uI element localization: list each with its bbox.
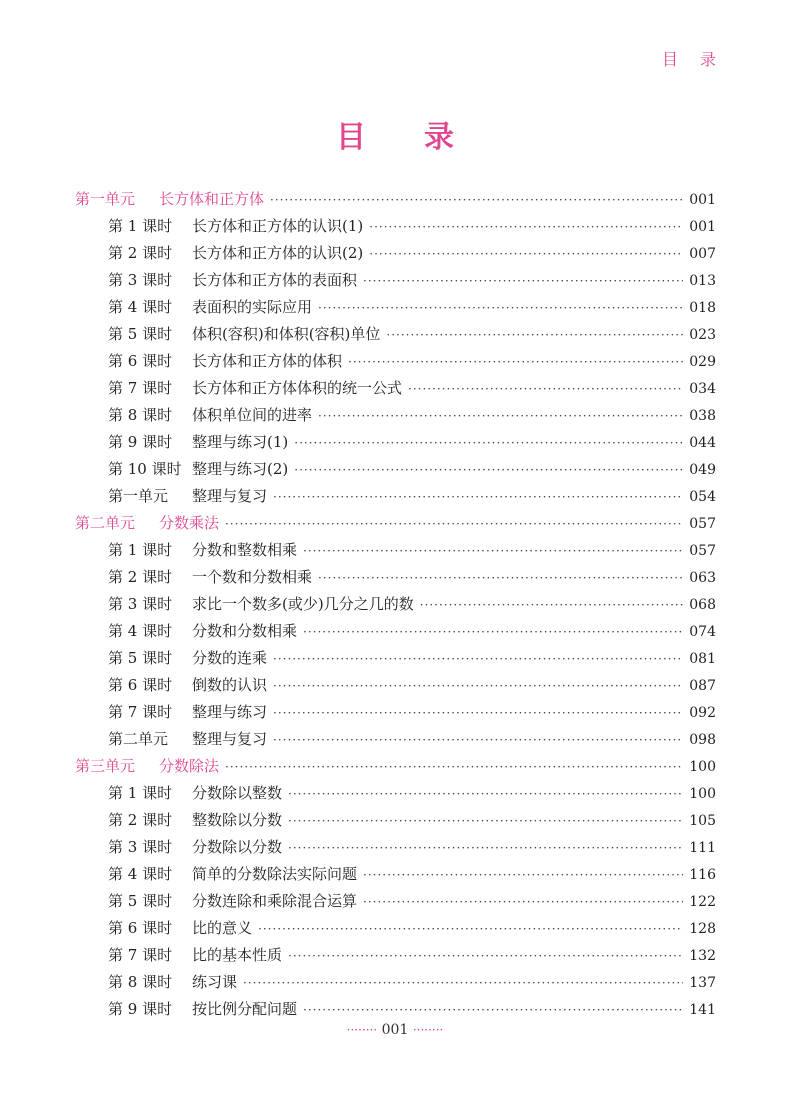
toc-leader-dots: [288, 808, 683, 835]
toc-lesson-row[interactable]: [75, 618, 716, 645]
toc-unit-row[interactable]: [75, 186, 716, 213]
toc-leader-dots: [386, 322, 683, 349]
toc-entry-number: 第 4 课时: [108, 622, 173, 640]
toc-entry-title: 简单的分数除法实际问题: [192, 865, 358, 883]
toc-entry-title: 整理与练习(1): [192, 433, 289, 451]
toc-leader-dots: [273, 700, 683, 727]
toc-entry-label: [108, 618, 297, 645]
toc-entry-title: 比的意义: [192, 919, 253, 937]
toc-entry-title: 分数除以整数: [192, 784, 283, 802]
toc-lesson-row[interactable]: [75, 888, 716, 915]
toc-leader-dots: [225, 511, 683, 538]
toc-page-number: 122: [689, 894, 716, 910]
toc-entry-title: 整理与复习: [192, 730, 268, 748]
toc-lesson-row[interactable]: [75, 807, 716, 834]
toc-page-number: 034: [689, 381, 716, 397]
toc-leader-dots: [369, 214, 683, 241]
toc-lesson-row[interactable]: [75, 348, 716, 375]
toc-entry-title: 倒数的认识: [192, 676, 268, 694]
toc-entry-title: 体积单位间的进率: [192, 406, 313, 424]
toc-entry-label: [75, 186, 264, 213]
toc-leader-dots: [348, 349, 683, 376]
toc-entry-title: 整理与练习: [192, 703, 268, 721]
toc-leader-dots: [363, 268, 683, 295]
toc-entry-title: 长方体和正方体的表面积: [192, 271, 358, 289]
toc-entry-number: 第 2 课时: [108, 244, 173, 262]
toc-entry-title: 分数连除和乘除混合运算: [192, 892, 358, 910]
toc-entry-number: 第 6 课时: [108, 919, 173, 937]
toc-entry-number: 第 5 课时: [108, 892, 173, 910]
toc-entry-number: 第 4 课时: [108, 865, 173, 883]
toc-entry-label: [108, 213, 363, 240]
toc-entry-number: 第 7 课时: [108, 703, 173, 721]
toc-entry-label: [108, 807, 282, 834]
toc-entry-title: 分数和整数相乘: [192, 541, 298, 559]
footer-dots-left: ········: [346, 1023, 378, 1037]
toc-entry-label: [108, 348, 342, 375]
toc-leader-dots: [318, 565, 683, 592]
toc-page-number: 132: [689, 948, 716, 964]
toc-entry-label: [108, 672, 267, 699]
toc-lesson-row[interactable]: [75, 726, 716, 753]
toc-entry-label: [108, 429, 288, 456]
toc-entry-title: 长方体和正方体的认识(2): [192, 244, 364, 262]
toc-entry-label: [75, 753, 219, 780]
toc-page-number: 001: [689, 219, 716, 235]
toc-entry-label: [108, 834, 282, 861]
toc-lesson-row[interactable]: [75, 294, 716, 321]
toc-entry-label: [108, 321, 380, 348]
toc-leader-dots: [303, 538, 683, 565]
toc-page-number: 116: [689, 867, 716, 883]
toc-entry-number: 第 3 课时: [108, 271, 173, 289]
toc-entry-title: 一个数和分数相乘: [192, 568, 313, 586]
toc-page-number: 074: [689, 624, 716, 640]
toc-entry-title: 表面积的实际应用: [192, 298, 313, 316]
toc-leader-dots: [243, 970, 683, 997]
toc-entry-number: 第 5 课时: [108, 325, 173, 343]
toc-entry-label: [108, 537, 297, 564]
toc-entry-number: 第 5 课时: [108, 649, 173, 667]
toc-page-number: 029: [689, 354, 716, 370]
toc-leader-dots: [273, 673, 683, 700]
toc-entry-number: 第 8 课时: [108, 406, 173, 424]
toc-leader-dots: [369, 241, 683, 268]
toc-page-number: 128: [689, 921, 716, 937]
toc-entry-label: [108, 780, 282, 807]
toc-entry-number: 第 1 课时: [108, 541, 173, 559]
toc-lesson-row[interactable]: [75, 645, 716, 672]
toc-entry-number: 第 7 课时: [108, 946, 173, 964]
toc-leader-dots: [270, 187, 683, 214]
page-title: 目录: [336, 120, 512, 155]
toc-entry-title: 整理与练习(2): [192, 460, 289, 478]
toc-entry-number: 第 8 课时: [108, 973, 173, 991]
toc-entry-label: [108, 861, 357, 888]
toc-page-number: 105: [689, 813, 716, 829]
toc-leader-dots: [225, 754, 683, 781]
toc-page-number: 068: [689, 597, 716, 613]
toc-page-number: 063: [689, 570, 716, 586]
toc-entry-label: [108, 645, 267, 672]
toc-leader-dots: [420, 592, 684, 619]
page-number: 001: [381, 1022, 409, 1038]
toc-leader-dots: [288, 781, 683, 808]
toc-entry-number: 第 3 课时: [108, 595, 173, 613]
toc-entry-title: 长方体和正方体: [159, 190, 265, 208]
toc-leader-dots: [303, 619, 683, 646]
toc-leader-dots: [288, 943, 683, 970]
toc-page-number: 007: [689, 246, 716, 262]
toc-entry-title: 分数和分数相乘: [192, 622, 298, 640]
toc-lesson-row[interactable]: [75, 483, 716, 510]
toc-entry-number: 第 6 课时: [108, 676, 173, 694]
toc-entry-label: [108, 267, 357, 294]
toc-entry-title: 比的基本性质: [192, 946, 283, 964]
toc-page-number: 137: [689, 975, 716, 991]
toc-lesson-row[interactable]: [75, 564, 716, 591]
toc-lesson-row[interactable]: [75, 996, 716, 1023]
toc-entry-number: 第 7 课时: [108, 379, 173, 397]
toc-entry-label: [108, 969, 237, 996]
toc-entry-label: [108, 996, 297, 1023]
toc-page-number: 038: [689, 408, 716, 424]
toc-lesson-row[interactable]: [75, 402, 716, 429]
toc-entry-number: 第 9 课时: [108, 1000, 173, 1018]
toc-entry-number: 第一单元: [108, 487, 169, 505]
toc-page-number: 023: [689, 327, 716, 343]
table-of-contents: [75, 186, 716, 1023]
toc-page-number: 044: [689, 435, 716, 451]
toc-page-number: 057: [689, 543, 716, 559]
toc-entry-label: [75, 510, 219, 537]
page-footer: [0, 1022, 790, 1038]
toc-leader-dots: [363, 889, 683, 916]
toc-leader-dots: [273, 727, 683, 754]
toc-lesson-row[interactable]: [75, 834, 716, 861]
toc-lesson-row[interactable]: [75, 942, 716, 969]
toc-entry-title: 求比一个数多(或少)几分之几的数: [192, 595, 414, 613]
toc-lesson-row[interactable]: [75, 456, 716, 483]
toc-page-number: 141: [689, 1002, 716, 1018]
toc-page-number: 054: [689, 489, 716, 505]
toc-page-number: 100: [689, 759, 716, 775]
toc-entry-title: 分数乘法: [159, 514, 220, 532]
toc-page-number: 013: [689, 273, 716, 289]
toc-leader-dots: [408, 376, 683, 403]
toc-entry-label: [108, 375, 402, 402]
toc-entry-number: 第 3 课时: [108, 838, 173, 856]
toc-lesson-row[interactable]: [75, 699, 716, 726]
toc-entry-label: [108, 483, 267, 510]
toc-entry-number: 第 1 课时: [108, 217, 173, 235]
toc-lesson-row[interactable]: [75, 240, 716, 267]
toc-entry-number: 第 2 课时: [108, 568, 173, 586]
toc-leader-dots: [294, 457, 683, 484]
running-head: 目录: [661, 50, 738, 69]
toc-lesson-row[interactable]: [75, 267, 716, 294]
toc-leader-dots: [303, 997, 683, 1024]
toc-entry-number: 第 2 课时: [108, 811, 173, 829]
toc-entry-title: 整数除以分数: [192, 811, 283, 829]
toc-entry-title: 练习课: [192, 973, 238, 991]
toc-leader-dots: [294, 430, 683, 457]
toc-entry-title: 按比例分配问题: [192, 1000, 298, 1018]
toc-leader-dots: [288, 835, 683, 862]
toc-entry-number: 第 10 课时: [108, 460, 182, 478]
toc-entry-label: [108, 294, 312, 321]
toc-leader-dots: [363, 862, 683, 889]
toc-entry-number: 第三单元: [75, 757, 136, 775]
toc-entry-title: 分数除以分数: [192, 838, 283, 856]
toc-entry-label: [108, 456, 288, 483]
toc-entry-title: 体积(容积)和体积(容积)单位: [192, 325, 381, 343]
toc-leader-dots: [318, 295, 683, 322]
toc-entry-number: 第 4 课时: [108, 298, 173, 316]
toc-leader-dots: [273, 646, 683, 673]
toc-page-number: 111: [689, 840, 716, 856]
toc-page-number: 100: [689, 786, 716, 802]
toc-lesson-row[interactable]: [75, 213, 716, 240]
toc-entry-label: [108, 591, 414, 618]
toc-unit-row[interactable]: [75, 510, 716, 537]
toc-lesson-row[interactable]: [75, 861, 716, 888]
toc-lesson-row[interactable]: [75, 591, 716, 618]
toc-page-number: 049: [689, 462, 716, 478]
toc-entry-label: [108, 888, 357, 915]
toc-entry-label: [108, 564, 312, 591]
toc-page-number: 092: [689, 705, 716, 721]
toc-entry-number: 第一单元: [75, 190, 136, 208]
toc-entry-label: [108, 240, 363, 267]
toc-unit-row[interactable]: [75, 753, 716, 780]
toc-entry-title: 长方体和正方体的体积: [192, 352, 343, 370]
toc-lesson-row[interactable]: [75, 537, 716, 564]
toc-entry-number: 第 9 课时: [108, 433, 173, 451]
toc-leader-dots: [273, 484, 683, 511]
footer-dots-right: ········: [412, 1023, 444, 1037]
toc-entry-title: 长方体和正方体体积的统一公式: [192, 379, 403, 397]
toc-entry-label: [108, 942, 282, 969]
toc-entry-number: 第二单元: [108, 730, 169, 748]
toc-page-number: 001: [689, 192, 716, 208]
toc-lesson-row[interactable]: [75, 915, 716, 942]
toc-entry-label: [108, 699, 267, 726]
toc-entry-title: 分数的连乘: [192, 649, 268, 667]
toc-page-number: 087: [689, 678, 716, 694]
toc-entry-number: 第二单元: [75, 514, 136, 532]
toc-entry-title: 分数除法: [159, 757, 220, 775]
toc-entry-number: 第 1 课时: [108, 784, 173, 802]
toc-entry-number: 第 6 课时: [108, 352, 173, 370]
toc-page-number: 057: [689, 516, 716, 532]
toc-entry-title: 长方体和正方体的认识(1): [192, 217, 364, 235]
toc-leader-dots: [258, 916, 683, 943]
toc-lesson-row[interactable]: [75, 780, 716, 807]
toc-page-number: 081: [689, 651, 716, 667]
toc-lesson-row[interactable]: [75, 672, 716, 699]
toc-lesson-row[interactable]: [75, 375, 716, 402]
toc-leader-dots: [318, 403, 683, 430]
toc-entry-label: [108, 915, 252, 942]
toc-page-number: 098: [689, 732, 716, 748]
toc-lesson-row[interactable]: [75, 969, 716, 996]
toc-page-number: 018: [689, 300, 716, 316]
toc-entry-title: 整理与复习: [192, 487, 268, 505]
toc-entry-label: [108, 402, 312, 429]
toc-lesson-row[interactable]: [75, 321, 716, 348]
toc-lesson-row[interactable]: [75, 429, 716, 456]
toc-entry-label: [108, 726, 267, 753]
